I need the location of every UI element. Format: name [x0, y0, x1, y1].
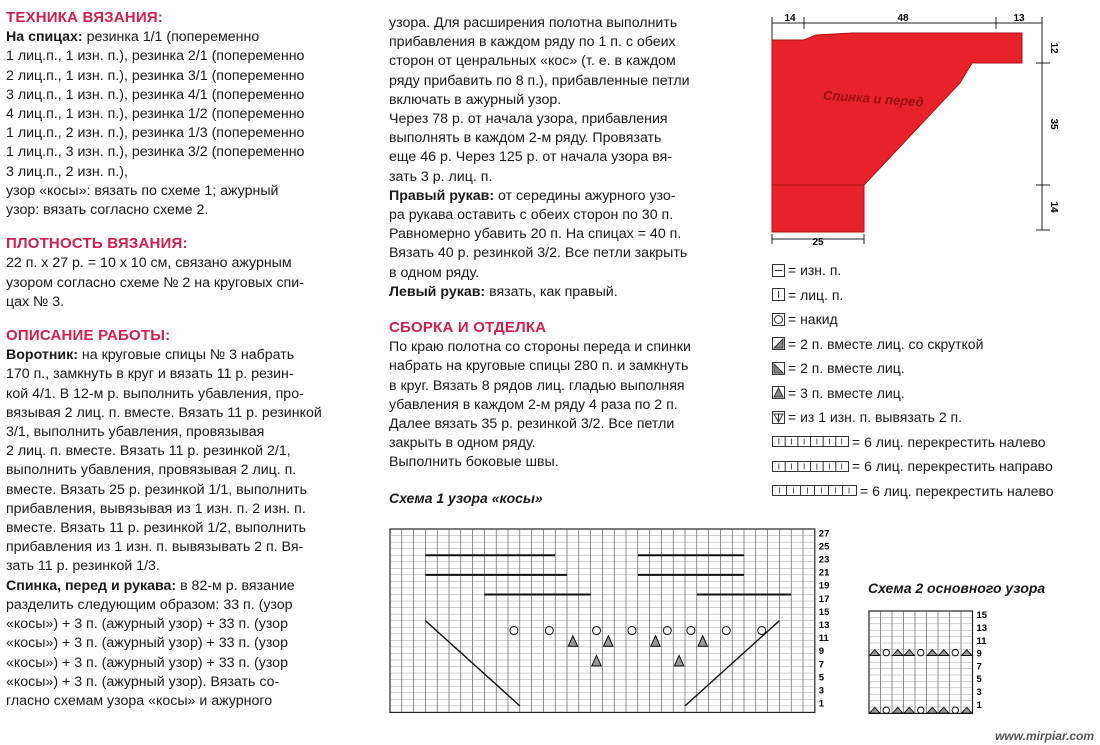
text-line: узор «косы»: вязать по схеме 1; ажурный: [6, 182, 279, 199]
text-line: 4 лиц.п., 1 изн. п.), резинка 1/2 (попеременно: [6, 106, 305, 123]
text-line: вместе. Вязать 25 р. резинкой 1/1, выполнить: [6, 481, 308, 498]
text-line: вместе. Вязать 11 р. резинкой 1/2, выполнить: [6, 520, 306, 537]
chart1-row-label: 23: [818, 554, 830, 566]
text-line: 1 лиц.п., 3 изн. п.), резинка 3/2 (попеременно: [6, 144, 305, 161]
right-sleeve-text: [389, 187, 743, 283]
text-line: узора. Для расширения полотна выполнить: [389, 15, 678, 31]
text-line: Через 78 р. от начала узора, прибавления: [389, 111, 668, 128]
yarn-over-icon: [772, 313, 786, 326]
chart2-row-label: 5: [976, 674, 982, 686]
legend-row: [772, 430, 1054, 455]
text-line: узором согласно схеме № 2 на круговых спи-: [6, 274, 304, 291]
heading-assembly: СБОРКА И ОТДЕЛКА: [389, 319, 547, 337]
chart1-row-label: 11: [818, 633, 829, 645]
text-line: убавления в каждом 2-м ряду 4 раза по 2 п.: [389, 396, 678, 413]
text-line: от середины ажурного узо-: [498, 187, 676, 204]
collar-label: Воротник:: [6, 347, 78, 364]
assembly-text: [389, 338, 743, 472]
column-middle: [389, 14, 743, 473]
text-line: прибавления из 1 изн. п. вывязывать 2 п. Вя-: [6, 539, 304, 556]
cable-left-wide-icon: [772, 484, 858, 497]
k3tog-icon: [772, 386, 786, 399]
text-line: закрыть в одном ряду.: [389, 435, 536, 452]
text-line: 3 лиц.п., 1 изн. п.), резинка 4/1 (попеременно: [6, 86, 305, 103]
chart1-row-label: 7: [818, 659, 825, 671]
chart2-row-label: 13: [976, 623, 988, 634]
schematic-body: [772, 33, 1022, 232]
heading-density: ПЛОТНОСТЬ ВЯЗАНИЯ:: [6, 235, 188, 253]
text-line: 2 лиц. п. вместе. Вязать 11 р. резинкой 2/1,: [6, 443, 291, 460]
text-line: прибавления, вывязывая из 1 изн. п. 2 изн. п.: [6, 500, 306, 517]
text-line: вязывая 2 лиц. п. вместе. Вязать 11 р. резинкой: [6, 404, 322, 421]
k2tog-icon: [772, 362, 786, 375]
legend-row: [772, 258, 1054, 283]
legend-text: = 6 лиц. перекрестить налево: [860, 482, 1054, 499]
text-line: 3 лиц.п., 2 изн. п.),: [6, 163, 128, 180]
heading-description: ОПИСАНИЕ РАБОТЫ:: [6, 327, 171, 345]
chart1-row-label: 1: [818, 698, 825, 710]
dim-bottom: 25: [812, 237, 824, 248]
text-line: «косы») + 3 п. (ажурный узор) + 33 п. (узор: [6, 654, 288, 671]
chart1-row-label: 5: [818, 672, 825, 684]
text-line: «косы») + 3 п. (ажурный узор). Вязать со-: [6, 673, 280, 690]
purl-increase-icon: [772, 411, 786, 424]
chart1-row-label: 17: [818, 593, 830, 605]
chart2-grid: [868, 610, 998, 720]
text-line: ра рукава оставить с обеих сторон по 30 п.: [389, 207, 674, 224]
left-sleeve-text: [389, 283, 743, 302]
text-line: 22 п. х 27 р. = 10 х 10 см, связано ажурным: [6, 255, 292, 272]
text-line: включать в ажурный узор.: [389, 91, 562, 108]
symbol-legend: [772, 258, 1054, 503]
text-line: на круговые спицы № 3 набрать: [81, 347, 295, 364]
text-line: 1 лиц.п., 2 изн. п.), резинка 1/3 (попеременно: [6, 125, 305, 142]
chart1-row-label: 9: [818, 646, 825, 658]
chart2-row-label: 11: [976, 635, 987, 647]
chart1-row-label: 25: [818, 541, 830, 553]
chart1-row-label: 19: [818, 580, 830, 592]
left-sleeve-label: Левый рукав:: [389, 283, 486, 300]
back-text: [6, 577, 360, 711]
legend-row: [772, 283, 1054, 308]
legend-text: = 6 лиц. перекрестить направо: [852, 458, 1053, 474]
legend-row: [772, 405, 1054, 430]
column-left: [6, 8, 360, 711]
text-line: зать 11 р. резинкой 1/3.: [6, 558, 160, 575]
text-line: «косы») + 3 п. (ажурный узор) + 33 п. (узор: [6, 616, 288, 633]
text-line: По краю полотна со стороны переда и спинки: [389, 339, 691, 356]
legend-row: [772, 479, 1054, 504]
technique-label: На спицах:: [6, 29, 83, 46]
continuation-text: [389, 14, 743, 187]
text-line: Равномерно убавить 20 п. На спицах = 40 п.: [389, 226, 682, 243]
text-line: «косы») + 3 п. (ажурный узор) + 33 п. (узор: [6, 635, 288, 652]
chart2-row-label: 15: [976, 610, 988, 622]
text-line: зать 3 р. лиц. п.: [389, 168, 493, 185]
cable-right-icon: [772, 460, 850, 473]
chart1-row-label: 13: [818, 619, 830, 631]
text-line: Вязать 40 р. резинкой 3/2. Все петли закрыть: [389, 245, 688, 262]
legend-text: = из 1 изн. п. вывязать 2 п.: [788, 409, 962, 425]
text-line: в круг. Вязать 8 рядов лиц. гладью выполняя: [389, 377, 685, 394]
chart2-row-label: 1: [976, 699, 982, 711]
legend-row: [772, 454, 1054, 479]
back-label: Спинка, перед и рукава:: [6, 577, 177, 594]
legend-text: = 3 п. вместе лиц.: [788, 384, 905, 401]
text-line: гласно схемам узора «косы» и ажурного: [6, 692, 273, 709]
garment-schematic: [760, 8, 1080, 248]
dim-right-bottom: 14: [1048, 201, 1059, 213]
chart1-title: Схема 1 узора «косы»: [389, 490, 543, 506]
technique-text: [6, 28, 360, 220]
density-text: [6, 254, 360, 312]
legend-text: = накид: [788, 311, 838, 327]
text-line: цах № 3.: [6, 293, 65, 310]
purl-box-icon: [772, 264, 786, 277]
text-line: сторон от ценральных «кос» (т. е. в каждом: [389, 53, 676, 70]
dim-right-mid: 35: [1048, 118, 1059, 130]
site-watermark: www.mirpiar.com: [995, 729, 1094, 743]
heading-technique: ТЕХНИКА ВЯЗАНИЯ:: [6, 9, 164, 26]
legend-text: = лиц. п.: [788, 286, 844, 303]
text-line: 1 лиц.п., 1 изн. п.), резинка 2/1 (попеременно: [6, 48, 305, 65]
chart2-title: Схема 2 основного узора: [868, 580, 1046, 596]
text-line: еще 46 р. Через 125 р. от начала узора вя-: [389, 149, 673, 166]
text-line: набрать на круговые спицы 280 п. и замкнуть: [389, 358, 689, 375]
text-line: разделить следующим образом: 33 п. (узор: [6, 596, 293, 613]
chart1-row-label: 3: [818, 685, 825, 697]
text-line: кой 4/1. В 12-м р. выполнить убавления, про-: [6, 385, 304, 402]
chart2-row-label: 3: [976, 687, 982, 698]
text-line: Выполнить боковые швы.: [389, 454, 559, 471]
chart1-row-label: 21: [818, 567, 830, 579]
text-line: 2 лиц.п., 1 изн. п.), резинка 3/1 (попеременно: [6, 67, 305, 84]
text-line: выполнять в каждом 2-м ряду. Провязать: [389, 130, 662, 147]
collar-text: [6, 346, 360, 576]
text-line: в 82-м р. вязание: [180, 577, 295, 594]
legend-text: = 6 лиц. перекрестить налево: [852, 433, 1046, 450]
chart2-row-label: 7: [976, 661, 982, 673]
chart1-grid: [389, 528, 839, 718]
legend-text: = изн. п.: [788, 262, 842, 278]
chart1-row-label: 27: [818, 528, 830, 540]
k2tog-twist-icon: [772, 337, 786, 350]
right-sleeve-label: Правый рукав:: [389, 187, 495, 204]
dim-top-right: 13: [1013, 13, 1025, 24]
legend-text: = 2 п. вместе лиц. со скруткой: [788, 335, 984, 352]
legend-row: [772, 356, 1054, 381]
dim-top-left: 14: [784, 13, 796, 24]
left-sleeve-body: вязать, как правый.: [489, 283, 618, 300]
dim-top-mid: 48: [897, 13, 909, 24]
text-line: в одном ряду.: [389, 264, 480, 281]
text-line: узор: вязать согласно схеме 2.: [6, 202, 209, 219]
chart2-row-label: 9: [976, 648, 982, 660]
text-line: резинка 1/1 (попеременно: [86, 29, 260, 46]
text-line: прибавления в каждом ряду по 1 п. с обеих: [389, 34, 676, 51]
legend-row: [772, 307, 1054, 332]
schematic-label: Спинка и перед: [822, 87, 925, 110]
legend-text: = 2 п. вместе лиц.: [788, 360, 905, 376]
chart1-row-label: 15: [818, 606, 830, 618]
cable-left-icon: [772, 435, 850, 448]
text-line: ряду прибавить по 8 п.), прибавленные петли: [389, 72, 690, 89]
dim-right-top: 12: [1048, 42, 1059, 54]
text-line: 170 п., замкнуть в круг и вязать 11 р. резин-: [6, 366, 294, 383]
text-line: 3/1, выполнить убавления, провязывая: [6, 424, 265, 441]
legend-row: [772, 381, 1054, 406]
knit-box-icon: [772, 288, 786, 301]
text-line: Далее вязать 35 р. резинкой 3/2. Все петли: [389, 416, 675, 433]
text-line: выполнить убавления, провязывая 2 лиц. п.: [6, 462, 297, 479]
legend-row: [772, 332, 1054, 357]
